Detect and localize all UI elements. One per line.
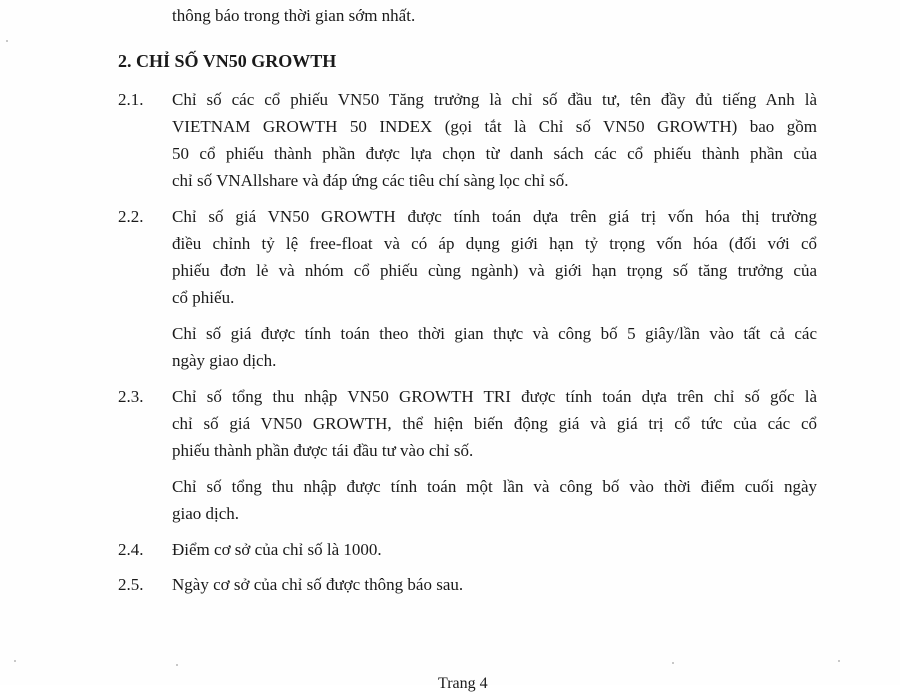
item-2-1-line-3: 50 cổ phiếu thành phần được lựa chọn từ danh sách các cổ phiếu thành phần của [172, 144, 817, 163]
intro-text: thông báo trong thời gian sớm nhất. [172, 6, 416, 25]
item-2-2-line-4: cổ phiếu. [172, 288, 235, 307]
item-2-2-line-1: Chỉ số giá VN50 GROWTH được tính toán dựa trên giá trị vốn hóa thị trường [172, 207, 817, 226]
item-number-2-1: 2.1. [118, 90, 144, 109]
item-number-2-3: 2.3. [118, 387, 144, 406]
scan-speck [14, 660, 16, 662]
scan-speck [672, 662, 674, 664]
item-2-3-para2-line-1: Chỉ số tổng thu nhập được tính toán một lần và công bố vào thời điểm cuối ngày [172, 477, 817, 496]
item-number-2-5: 2.5. [118, 575, 144, 594]
item-2-3-line-2: chỉ số giá VN50 GROWTH, thể hiện biến động giá và giá trị cổ tức của các cổ [172, 414, 817, 433]
scan-speck [176, 664, 178, 666]
page-number-label: Trang 4 [438, 675, 488, 692]
item-2-2-line-3: phiếu đơn lẻ và nhóm cổ phiếu cùng ngành) và giới hạn trọng số tăng trưởng của [172, 261, 817, 280]
item-number-2-2: 2.2. [118, 207, 144, 226]
scan-speck [838, 660, 840, 662]
item-number-2-4: 2.4. [118, 540, 144, 559]
item-2-1-line-1: Chỉ số các cổ phiếu VN50 Tăng trưởng là chỉ số đầu tư, tên đầy đủ tiếng Anh là [172, 90, 817, 109]
scan-speck [6, 40, 8, 42]
item-2-3-line-3: phiếu thành phần được tái đầu tư vào chỉ số. [172, 441, 474, 460]
item-2-1-line-4: chỉ số VNAllshare và đáp ứng các tiêu chí sàng lọc chỉ số. [172, 171, 569, 190]
item-2-2-line-2: điều chỉnh tỷ lệ free-float và có áp dụng giới hạn tỷ trọng vốn hóa (đối với cổ [172, 234, 817, 253]
item-2-2-para2-line-1: Chỉ số giá được tính toán theo thời gian thực và công bố 5 giây/lần vào tất cả các [172, 324, 817, 343]
section-heading: 2. CHỈ SỐ VN50 GROWTH [118, 51, 337, 71]
item-2-5-line-1: Ngày cơ sở của chỉ số được thông báo sau. [172, 575, 464, 594]
item-2-4-line-1: Điểm cơ sở của chỉ số là 1000. [172, 540, 382, 559]
item-2-1-line-2: VIETNAM GROWTH 50 INDEX (gọi tắt là Chỉ số VN50 GROWTH) bao gồm [172, 117, 817, 136]
item-2-2-para2-line-2: ngày giao dịch. [172, 351, 277, 370]
item-2-3-para2-line-2: giao dịch. [172, 504, 240, 523]
item-2-3-line-1: Chỉ số tổng thu nhập VN50 GROWTH TRI được tính toán dựa trên chỉ số gốc là [172, 387, 817, 406]
